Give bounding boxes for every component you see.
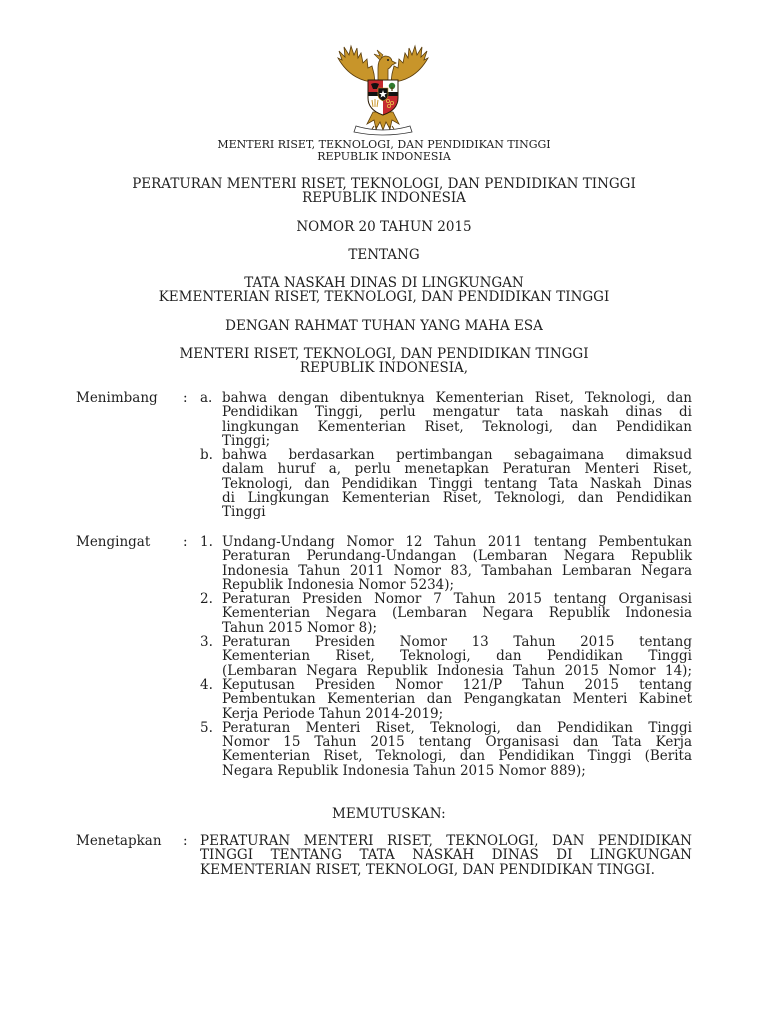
clause-line: Peraturan Perundang-Undangan (Lembaran Negara Republik — [222, 548, 692, 565]
clause-line: Kementerian Negara (Lembaran Negara Republik Indonesia — [222, 605, 692, 622]
clause-line: Teknologi, dan Pendidikan Tinggi tentang Tata Naskah Dinas — [222, 475, 692, 492]
clause-line: PERATURAN MENTERI RISET, TEKNOLOGI, DAN PENDIDIKAN — [200, 833, 692, 849]
regulation-title-line-2: REPUBLIK INDONESIA — [302, 190, 466, 206]
colon: : — [183, 534, 188, 550]
authority-line-2: REPUBLIK INDONESIA, — [299, 360, 469, 376]
memutuskan-heading: MEMUTUSKAN: — [332, 806, 446, 822]
item-marker: a. — [200, 390, 213, 406]
clause-line: Pembentukan Kementerian dan Pengangkatan Menteri Kabinet — [222, 691, 692, 708]
invocation: DENGAN RAHMAT TUHAN YANG MAHA ESA — [225, 318, 543, 334]
clause-line: Undang-Undang Nomor 12 Tahun 2011 tentang Pembentukan — [222, 534, 692, 550]
legal-basis-item-5 — [200, 721, 692, 778]
item-marker: 5. — [200, 719, 213, 736]
emblem-left-wing — [338, 46, 375, 82]
clause-line: Keputusan Presiden Nomor 121/P Tahun 2015 tentang — [222, 676, 692, 693]
mengingat-label: Mengingat — [76, 534, 151, 550]
clause-line: Peraturan Presiden Nomor 7 Tahun 2015 tentang Organisasi — [222, 591, 692, 608]
clause-line: bahwa dengan dibentuknya Kementerian Riset, Teknologi, dan — [222, 390, 692, 406]
subject-line-1: TATA NASKAH DINAS DI LINGKUNGAN — [244, 275, 524, 291]
clause-line: Tinggi — [222, 504, 266, 521]
regulation-number: NOMOR 20 TAHUN 2015 — [296, 219, 472, 235]
clause-line: Negara Republik Indonesia Tahun 2015 Nomor 889); — [222, 762, 586, 779]
clause-line: bahwa berdasarkan pertimbangan sebagaimana dimaksud — [222, 447, 692, 464]
item-marker: 4. — [200, 676, 213, 693]
legal-basis-item-2 — [200, 592, 692, 635]
clause-line: Indonesia Tahun 2011 Nomor 83, Tambahan Lembaran Negara — [222, 562, 692, 579]
item-marker: b. — [200, 447, 213, 464]
issuer-line-1: MENTERI RISET, TEKNOLOGI, DAN PENDIDIKAN TINGGI — [217, 138, 551, 151]
subject-line-2: KEMENTERIAN RISET, TEKNOLOGI, DAN PENDIDIKAN TINGGI — [158, 289, 610, 305]
item-marker: 3. — [200, 634, 213, 651]
clause-line: Pendidikan Tinggi, perlu mengatur tata naskah dinas di — [222, 404, 692, 421]
clause-line: Peraturan Presiden Nomor 13 Tahun 2015 tentang — [222, 634, 692, 651]
clause-line: lingkungan Kementerian Riset, Teknologi, dan Pendidikan — [222, 418, 692, 435]
clause-line: Tahun 2015 Nomor 8); — [222, 619, 378, 636]
emblem-right-wing — [391, 46, 428, 82]
menetapkan-label: Menetapkan — [76, 833, 162, 849]
clause-line: Kerja Periode Tahun 2014-2019; — [222, 705, 444, 722]
issuer-line-2: REPUBLIK INDONESIA — [317, 150, 451, 163]
clause-line: Peraturan Menteri Riset, Teknologi, dan Pendidikan Tinggi — [222, 719, 692, 736]
tentang-heading: TENTANG — [348, 247, 420, 263]
clause-line: KEMENTERIAN RISET, TEKNOLOGI, DAN PENDIDIKAN TINGGI. — [200, 861, 655, 878]
clause-line: Nomor 15 Tahun 2015 tentang Organisasi dan Tata Kerja — [222, 734, 692, 751]
menimbang-label: Menimbang — [76, 390, 158, 406]
colon: : — [183, 390, 188, 406]
clause-line: Kementerian Riset, Teknologi, dan Pendidikan Tinggi (Berita — [222, 748, 692, 765]
considering-item-b — [200, 448, 692, 519]
clause-line: (Lembaran Negara Republik Indonesia Tahun 2015 Nomor 14); — [222, 662, 692, 679]
clause-line: dalam huruf a, perlu menetapkan Peraturan Menteri Riset, — [222, 461, 692, 478]
legal-basis-item-1 — [200, 535, 692, 592]
regulation-title-line-1: PERATURAN MENTERI RISET, TEKNOLOGI, DAN PENDIDIKAN TINGGI — [132, 176, 636, 192]
clause-line: Tinggi; — [222, 432, 271, 449]
garuda-pancasila-emblem — [330, 44, 436, 136]
colon: : — [183, 833, 188, 849]
item-marker: 2. — [200, 591, 213, 608]
legal-basis-item-3 — [200, 635, 692, 678]
clause-line: TINGGI TENTANG TATA NASKAH DINAS DI LINGKUNGAN — [200, 847, 692, 864]
clause-line: Kementerian Riset, Teknologi, dan Pendidikan Tinggi — [222, 648, 692, 665]
considering-item-a — [200, 391, 692, 448]
clause-line: Republik Indonesia Nomor 5234); — [222, 576, 455, 593]
item-marker: 1. — [200, 534, 213, 550]
legal-basis-item-4 — [200, 678, 692, 721]
clause-line: di Lingkungan Kementerian Riset, Teknologi, dan Pendidikan — [222, 490, 692, 507]
authority-line-1: MENTERI RISET, TEKNOLOGI, DAN PENDIDIKAN TINGGI — [179, 346, 589, 362]
